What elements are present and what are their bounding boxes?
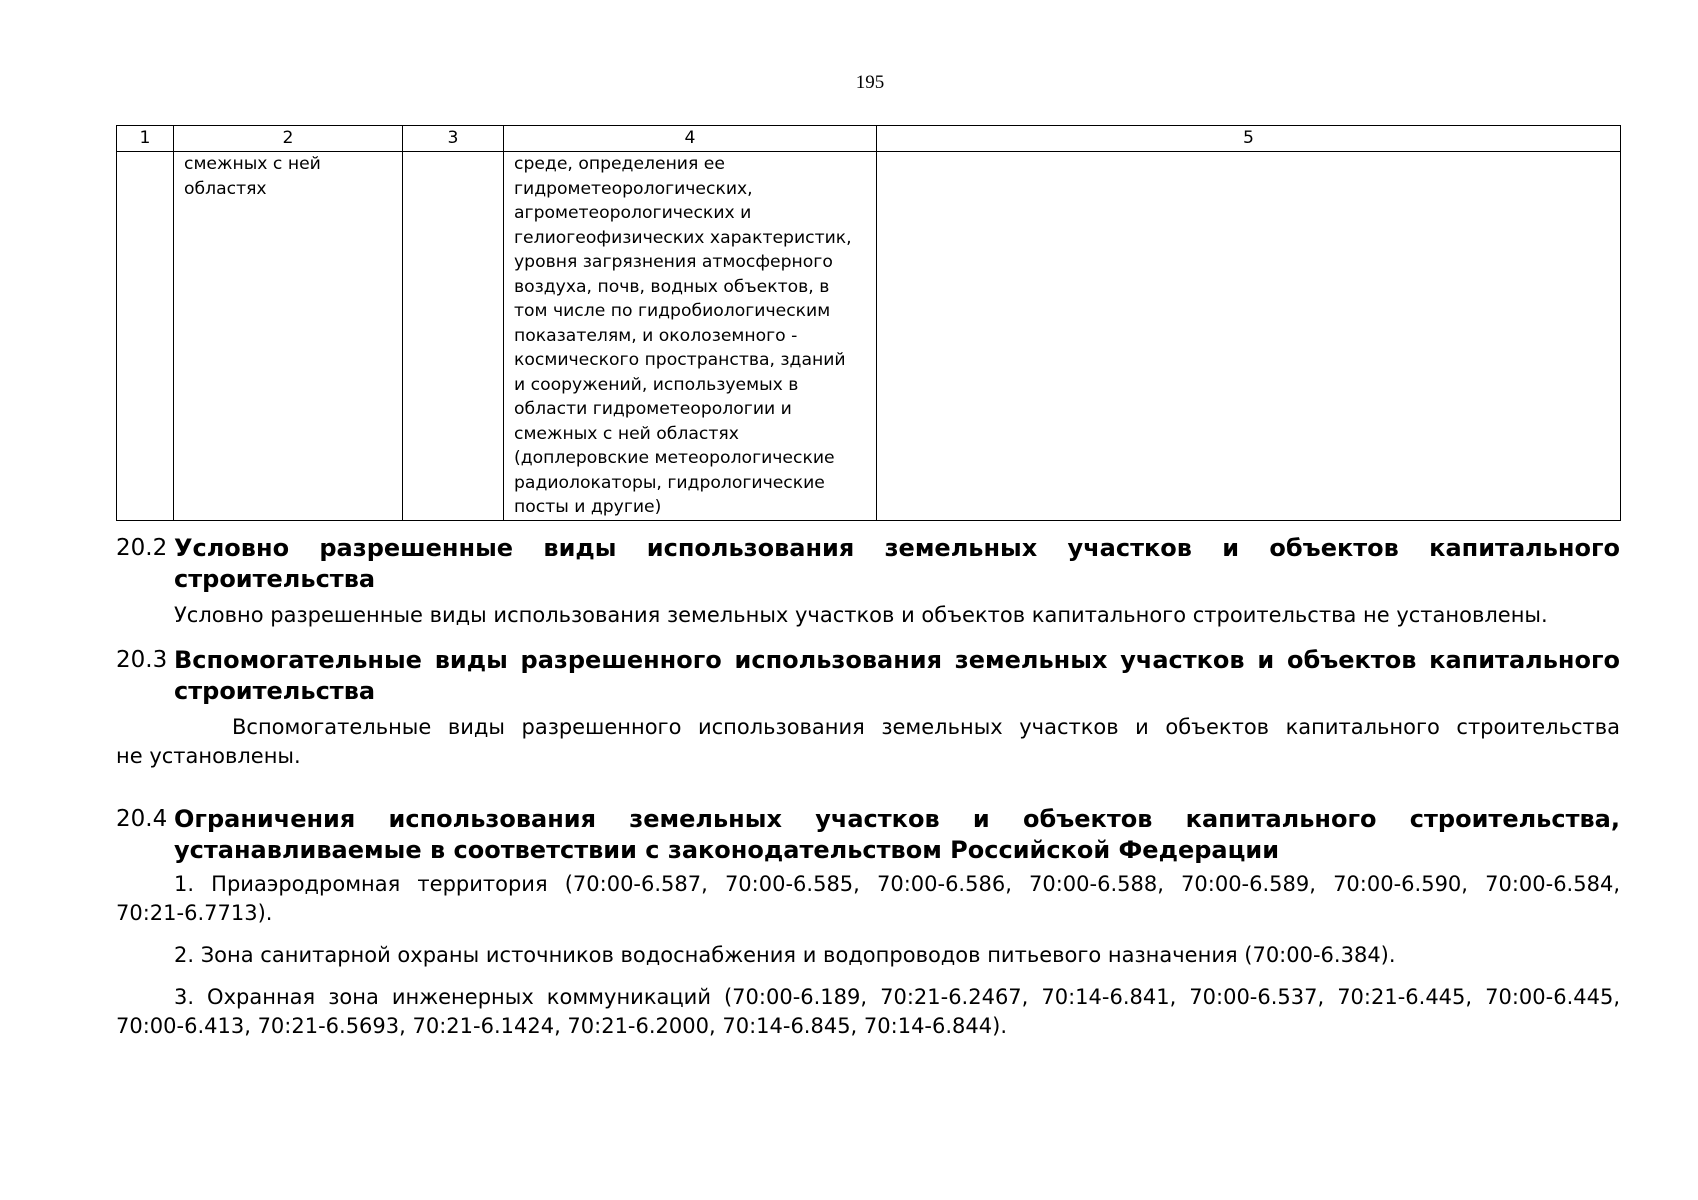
table-header-cell: 1 xyxy=(117,126,174,152)
cell-line: радиолокаторы, гидрологические xyxy=(514,472,825,493)
cell-line: космического пространства, зданий xyxy=(514,350,846,370)
section-title-line: устанавливаемые в соответствии с законодательством Российской Федерации xyxy=(174,836,1280,864)
section-title xyxy=(174,533,1620,595)
text-line: 3. Охранная зона инженерных коммуникаций (70:00-6.189, 70:21-6.2467, 70:14-6.841, 70:00-6.537, 70:21-6.445, 70:00-6.445, xyxy=(174,985,1620,1009)
cell-line: среде, определения ее xyxy=(514,154,725,174)
table-cell-col3 xyxy=(403,152,504,521)
section-20-2 xyxy=(116,533,1620,630)
cell-line: воздуха, почв, водных объектов, в xyxy=(514,276,830,297)
cell-line: показателям, и околоземного - xyxy=(514,325,798,346)
table-header-cell: 5 xyxy=(877,126,1621,152)
table-cell-col1 xyxy=(117,152,174,521)
cell-line: и сооружений, используемых в xyxy=(514,374,799,395)
cell-line: посты и другие) xyxy=(514,497,662,517)
section-20-3 xyxy=(116,645,1620,771)
table-row xyxy=(117,152,1621,521)
cell-line: областях xyxy=(184,178,267,199)
text-line: 70:21-6.7713). xyxy=(116,901,273,925)
section-number: 20.2 xyxy=(116,535,168,561)
section-title-line: строительства xyxy=(174,677,376,705)
list-item xyxy=(116,983,1620,1041)
text-line: Вспомогательные виды разрешенного использования земельных участков и объектов капитального строительства xyxy=(232,715,1620,739)
cell-line: агрометеорологических и xyxy=(514,203,752,223)
cell-line: области гидрометеорологии и xyxy=(514,399,792,419)
table-header-cell: 3 xyxy=(403,126,504,152)
cell-line: гидрометеорологических, xyxy=(514,178,753,199)
section-title-line: Ограничения использования земельных участков и объектов капитального строительства, xyxy=(174,805,1620,833)
section-title xyxy=(174,645,1620,707)
section-text: Условно разрешенные виды использования земельных участков и объектов капитального строительства не установлены. xyxy=(174,603,1548,627)
section-text: не установлены. xyxy=(116,744,301,768)
table-cell-col5 xyxy=(877,152,1621,521)
text-line: 1. Приаэродромная территория (70:00-6.587, 70:00-6.585, 70:00-6.586, 70:00-6.588, 70:00-6.589, 70:00-6.590, 70:00-6.584, xyxy=(174,872,1620,896)
page-number: 195 xyxy=(855,72,885,93)
table-header-cell: 4 xyxy=(504,126,877,152)
section-text xyxy=(116,713,1620,742)
section-number: 20.4 xyxy=(116,806,168,832)
cell-line: уровня загрязнения атмосферного xyxy=(514,252,833,272)
cell-line: том числе по гидробиологическим xyxy=(514,301,831,321)
table-cell-col2 xyxy=(174,152,403,521)
list-item: 2. Зона санитарной охраны источников водоснабжения и водопроводов питьевого назначения (70:00-6.384). xyxy=(174,943,1396,967)
cell-line: гелиогеофизических характеристик, xyxy=(514,227,852,248)
continuation-table xyxy=(116,125,1621,521)
table-header-row xyxy=(117,126,1621,152)
table-cell-col4 xyxy=(504,152,877,521)
list-item xyxy=(116,870,1620,928)
cell-line: смежных с ней областях xyxy=(514,423,739,444)
section-title-line: Вспомогательные виды разрешенного использования земельных участков и объектов капитального xyxy=(174,646,1620,674)
section-title-line: Условно разрешенные виды использования земельных участков и объектов капитального xyxy=(174,534,1620,562)
cell-line: (доплеровские метеорологические xyxy=(514,448,835,468)
section-title-line: строительства xyxy=(174,565,376,593)
text-line: 70:00-6.413, 70:21-6.5693, 70:21-6.1424, 70:21-6.2000, 70:14-6.845, 70:14-6.844). xyxy=(116,1014,1007,1038)
section-title xyxy=(174,804,1620,866)
cell-line: смежных с ней xyxy=(184,154,321,174)
section-20-4 xyxy=(116,804,1620,1041)
table-header-cell: 2 xyxy=(174,126,403,152)
section-number: 20.3 xyxy=(116,647,168,673)
